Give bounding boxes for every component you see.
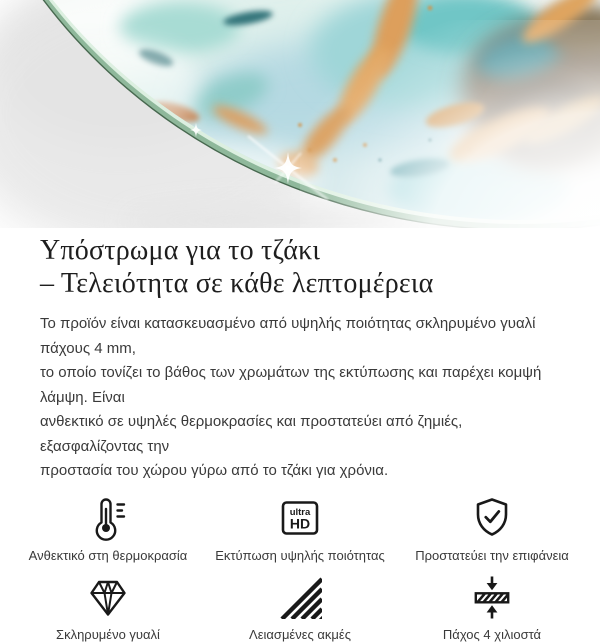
product-description (40, 312, 560, 484)
feature-thickness (396, 571, 588, 642)
ultra-text: ultra (289, 506, 311, 518)
thickness-icon (468, 573, 516, 621)
thermometer-icon (84, 494, 132, 542)
shield-check-icon (468, 494, 516, 542)
glass-disc-photo (0, 0, 600, 228)
diamond-icon (84, 573, 132, 621)
feature-tempered-glass (12, 571, 204, 642)
ultra-hd-icon (276, 494, 324, 542)
feature-polished-edges (204, 571, 396, 642)
feature-label: Σκληρυμένο γυαλί (56, 626, 160, 642)
feature-label: Λειασμένες ακμές (249, 626, 351, 642)
polished-edges-icon (276, 573, 324, 621)
photo-fade (300, 20, 600, 228)
description-line: ανθεκτικό σε υψηλές θερμοκρασίες και προστατεύει από ζημιές, εξασφαλίζοντας την (40, 413, 463, 455)
feature-protects-surface (396, 492, 588, 563)
feature-label: Εκτύπωση υψηλής ποιότητας (215, 547, 385, 563)
description-line: Το προϊόν είναι κατασκευασμένο από υψηλής ποιότητας σκληρυμένο γυαλί πάχους 4 mm, (40, 315, 536, 357)
product-title (40, 234, 560, 300)
feature-label: Προστατεύει την επιφάνεια (415, 547, 569, 563)
description-line: προστασία του χώρου γύρω από το τζάκι για χρόνια. (40, 462, 389, 479)
product-image (0, 0, 600, 228)
feature-label: Πάχος 4 χιλιοστά (442, 626, 542, 642)
title-line-2: – Τελειότητα σε κάθε λεπτομέρεια (40, 268, 434, 299)
feature-ultra-hd-print (204, 492, 396, 563)
hd-text: HD (289, 515, 311, 531)
description-line: το οποίο τονίζει το βάθος των χρωμάτων της εκτύπωσης και παρέχει κομψή λάμψη. Είναι (40, 364, 542, 406)
feature-heat-resistant (12, 492, 204, 563)
title-line-1: Υπόστρωμα για το τζάκι (40, 235, 321, 266)
features-grid (0, 492, 600, 642)
feature-label: Ανθεκτικό στη θερμοκρασία (28, 547, 188, 563)
